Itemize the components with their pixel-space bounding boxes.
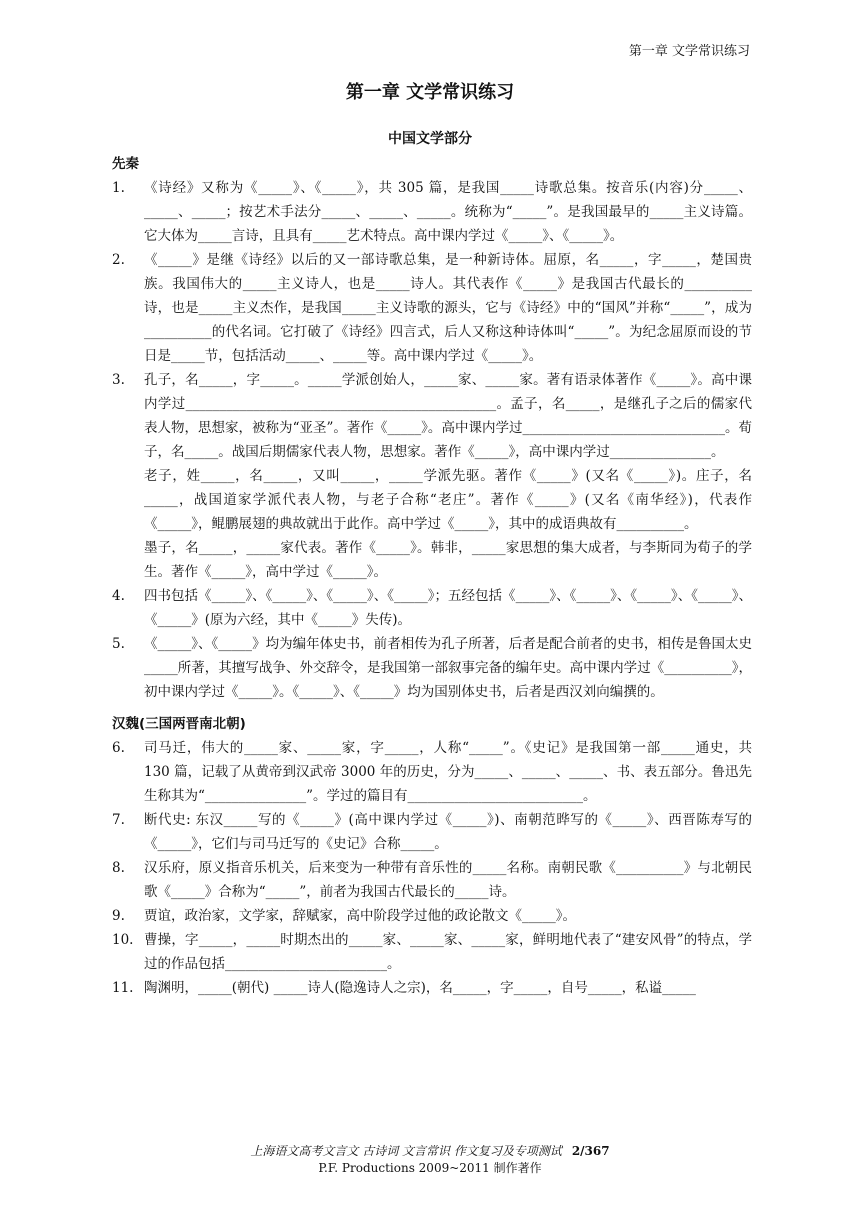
question-number: 8. <box>112 860 125 876</box>
era-heading: 先秦 <box>112 156 139 172</box>
question-number: 4. <box>112 588 125 604</box>
question-text: 《诗经》又称为《_____》、《_____》，共 305 篇，是我国_____诗歌总集。按音乐(内容)分_____、_____、_____；按艺术手法分_____、_____、_____。统称为“_____”。是我国最早的_____主义诗篇。它大体为_____言诗，且具有_____艺术特点。高中课内学过《_____》、《_____》。 <box>144 180 752 244</box>
question-item <box>112 976 752 1000</box>
question-number: 9. <box>112 908 125 924</box>
question-text: 曹操，字_____，_____时期杰出的_____家、_____家、_____家，鲜明地代表了“建安风骨”的特点，学过的作品包括________________________。 <box>144 932 752 972</box>
question-text: 《_____》、《_____》均为编年体史书，前者相传为孔子所著，后者是配合前者的史书，相传是鲁国太史_____所著，其擅写战争、外交辞令，是我国第一部叙事完备的编年史。高中课内学过《__________》，初中课内学过《_____》。《_____》、《_____》均为国别体史书，后者是西汉刘向编撰的。 <box>144 636 752 700</box>
question-item <box>112 736 752 808</box>
document-body <box>112 152 752 1000</box>
era-heading: 汉魏(三国两晋南北朝) <box>112 716 246 732</box>
question-item <box>112 856 752 904</box>
question-subparagraph: 老子，姓_____，名_____，又叫_____，_____学派先驱。著作《_____》(又名《_____》)。庄子，名_____，战国道家学派代表人物，与老子合称“老庄”。著作《_____》(又名《南华经》)，代表作《_____》，鲲鹏展翅的典故就出于此作。高中学过《_____》，其中的成语典故有__________。 <box>144 468 752 532</box>
question-text: 汉乐府，原义指音乐机关，后来变为一种带有音乐性的_____名称。南朝民歌《__________》与北朝民歌《_____》合称为“_____”，前者为我国古代最长的_____诗。 <box>144 860 752 900</box>
running-header: 第一章 文学常识练习 <box>628 44 750 59</box>
question-number: 11. <box>112 980 134 996</box>
question-text: 孔子，名_____，字_____。_____学派创始人，_____家、_____家。著有语录体著作《_____》。高中课内学过______________________________________________。孟子，名_____，是继孔子之后的儒家代表人物，思想家，被称为“亚圣”。著作《_____》。高中课内学过______________________________。荀子，名_____。战国后期儒家代表人物，思想家。著作《_____》，高中课内学过_______________。 <box>144 372 752 460</box>
chapter-title: 第一章 文学常识练习 <box>345 82 515 103</box>
question-item <box>112 632 752 704</box>
footer-series-title: 上海语文高考文言文 古诗词 文言常识 作文复习及专项测试 <box>250 1144 562 1158</box>
question-item <box>112 248 752 368</box>
question-number: 3. <box>112 372 125 388</box>
footer-credit: P.F. Productions 2009~2011 制作著作 <box>318 1161 542 1175</box>
question-item <box>112 928 752 976</box>
question-text: 《_____》是继《诗经》以后的又一部诗歌总集，是一种新诗体。屈原，名_____，字_____，楚国贵族。我国伟大的_____主义诗人，也是_____诗人。其代表作《_____》是我国古代最长的__________诗，也是_____主义杰作，是我国_____主义诗歌的源头，它与《诗经》中的“国风”并称“_____”，成为__________的代名词。它打破了《诗经》四言式，后人又称这种诗体叫“_____”。为纪念屈原而设的节日是_____节，包括活动_____、_____等。高中课内学过《_____》。 <box>144 252 752 364</box>
question-number: 6. <box>112 740 125 756</box>
question-item <box>112 904 752 928</box>
question-number: 1. <box>112 180 125 196</box>
question-item <box>112 368 752 464</box>
question-item <box>112 176 752 248</box>
question-number: 2. <box>112 252 125 268</box>
page-footer <box>0 1143 860 1177</box>
question-subparagraph: 墨子，名_____，_____家代表。著作《_____》。韩非，_____家思想的集大成者，与李斯同为荀子的学生。著作《_____》，高中学过《_____》。 <box>144 540 752 580</box>
question-text: 陶渊明，_____(朝代) _____诗人(隐逸诗人之宗)，名_____，字_____，自号_____，私谥_____ <box>144 980 696 996</box>
question-text: 断代史: 东汉_____写的《_____》(高中课内学过《_____》)、南朝范晔写的《_____》、西晋陈寿写的《_____》，它们与司马迁写的《史记》合称_____。 <box>144 812 752 852</box>
question-number: 7. <box>112 812 125 828</box>
question-text: 贾谊，政治家，文学家，辞赋家，高中阶段学过他的政论散文《_____》。 <box>144 908 576 924</box>
question-text: 四书包括《_____》、《_____》、《_____》、《_____》；五经包括《_____》、《_____》、《_____》、《_____》、《_____》(原为六经，其中《_____》失传)。 <box>144 588 752 628</box>
page-number: 2/367 <box>571 1144 610 1158</box>
question-text: 司马迁，伟大的_____家、_____家，字_____，人称“_____”。《史记》是我国第一部_____通史，共 130 篇，记载了从黄帝到汉武帝 3000 年的历史，分为_____、_____、_____、书、表五部分。鲁迅先生称其为“_______________”。学过的篇目有__________________________。 <box>144 740 752 804</box>
question-item <box>112 584 752 632</box>
question-number: 5. <box>112 636 125 652</box>
question-item <box>112 808 752 856</box>
section-title: 中国文学部分 <box>388 131 472 147</box>
question-number: 10. <box>112 932 134 948</box>
